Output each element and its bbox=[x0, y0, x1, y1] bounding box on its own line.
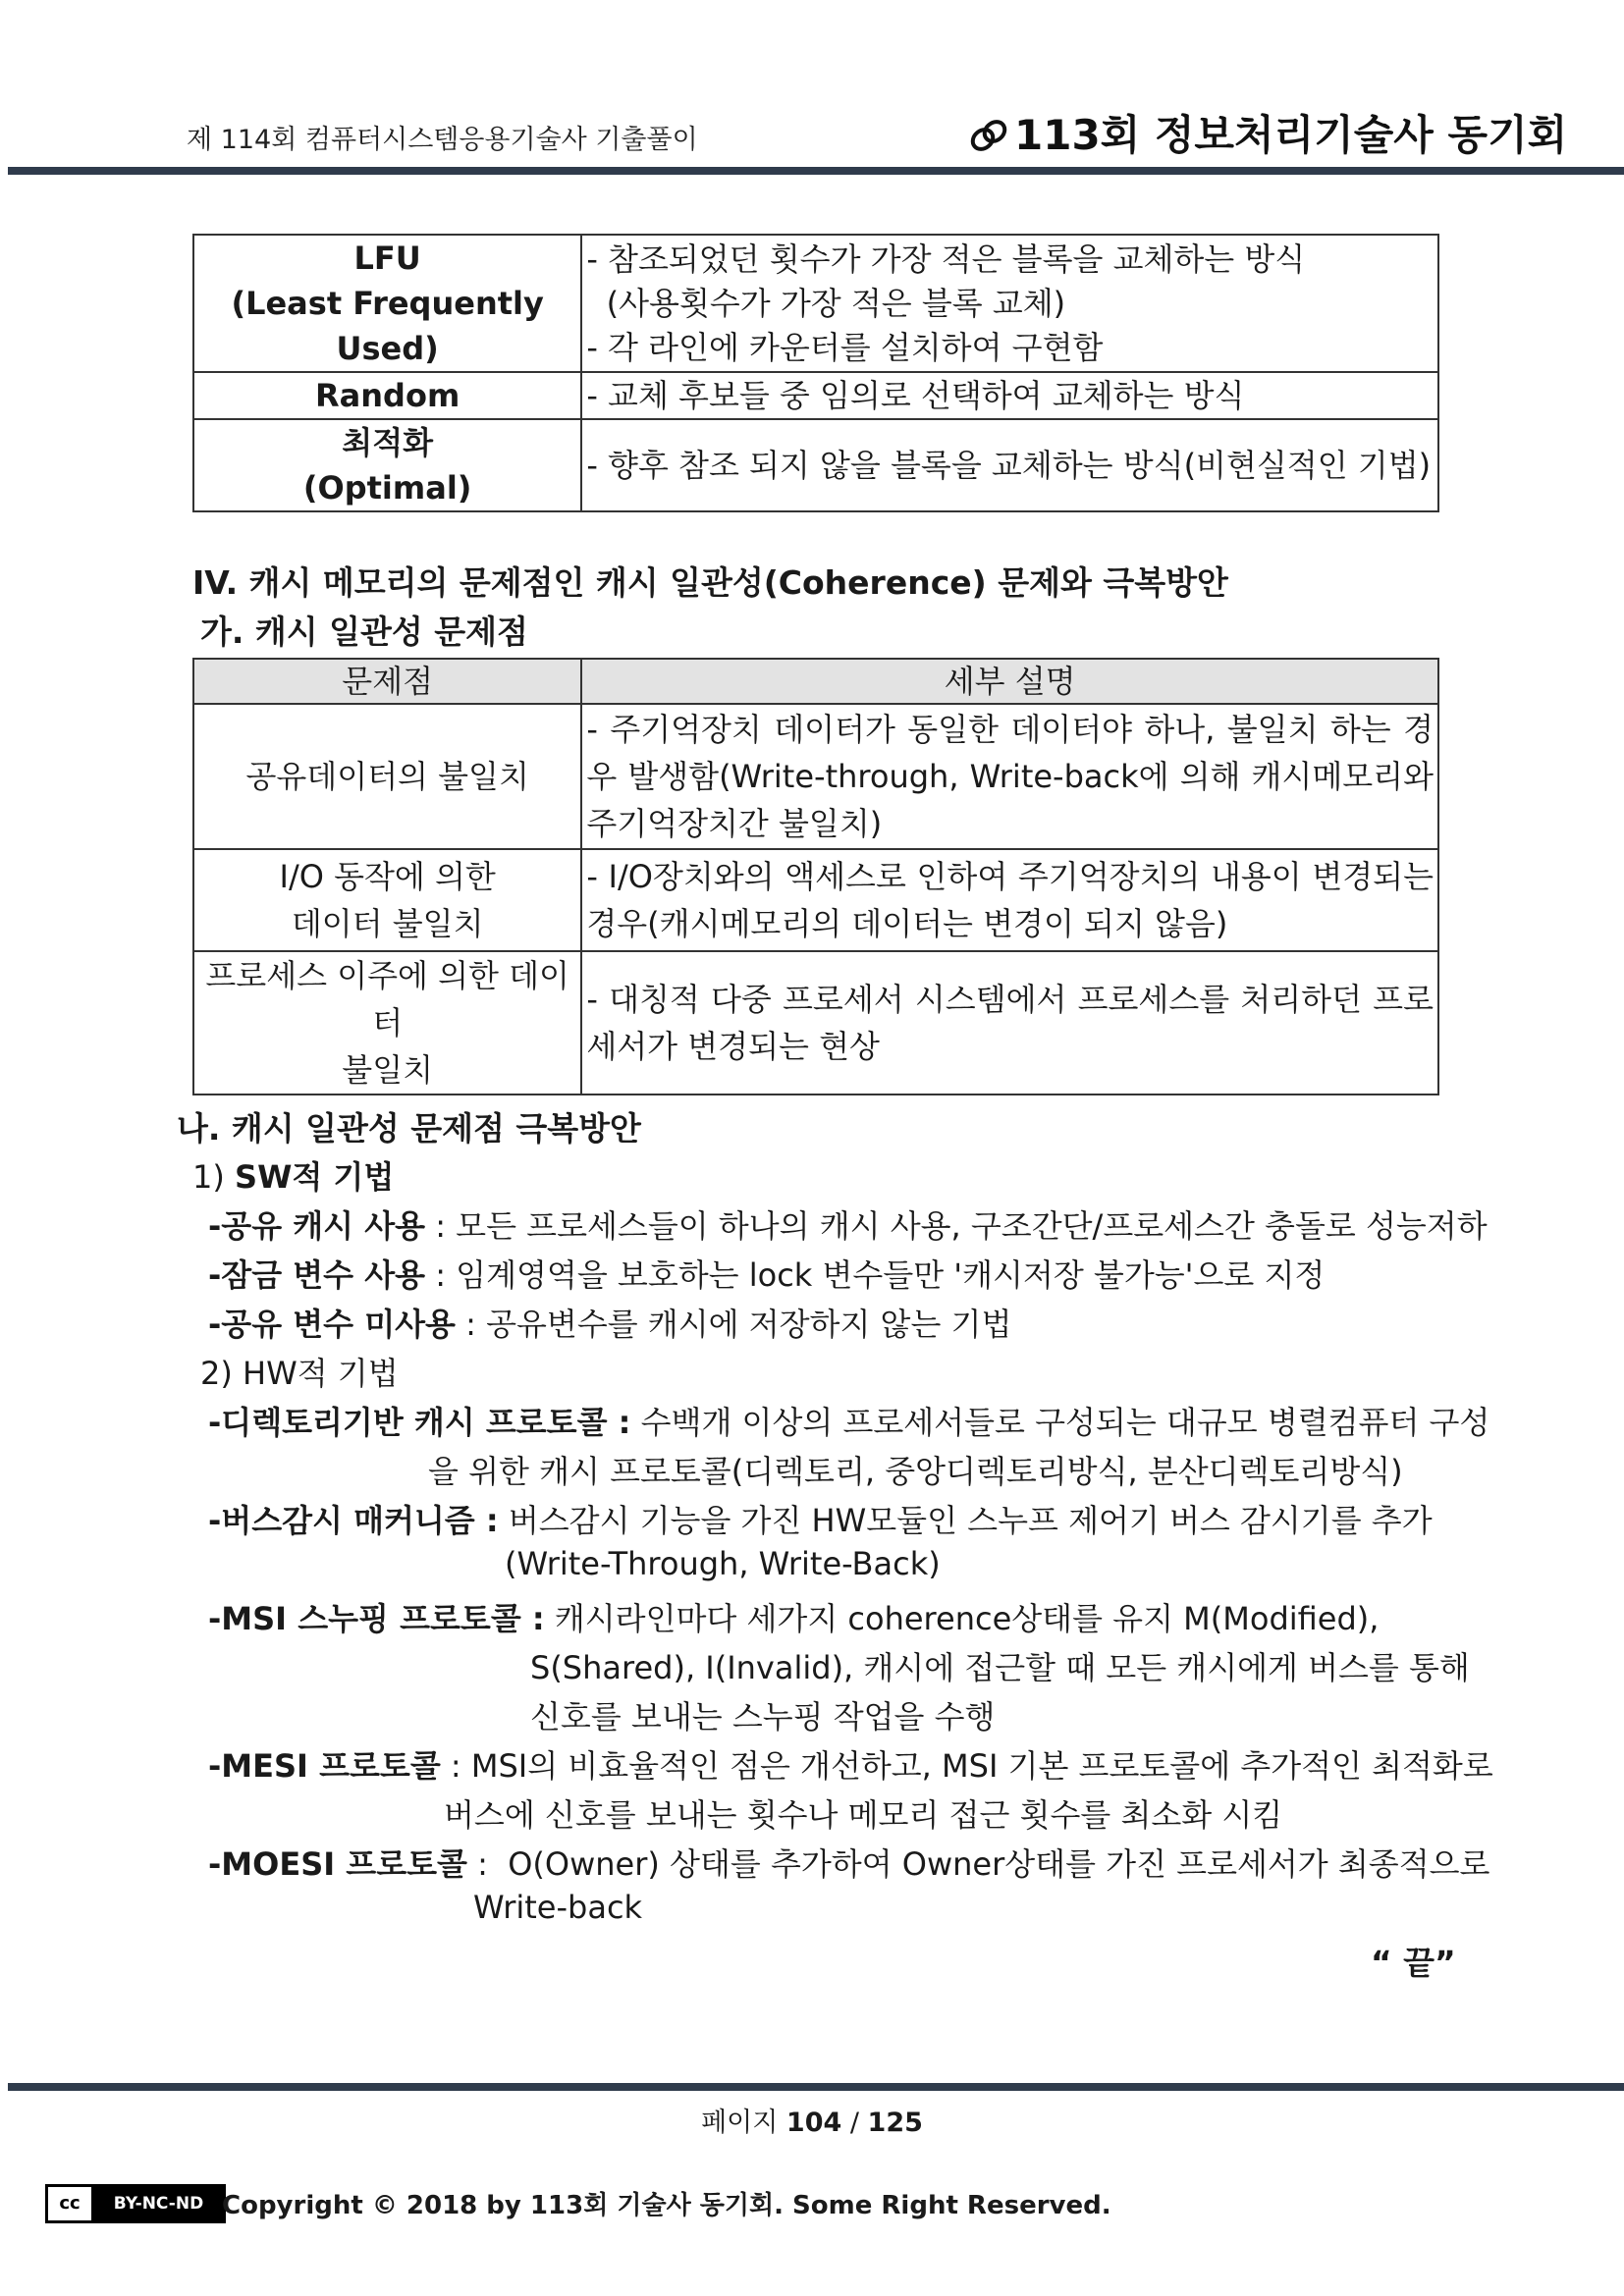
table-header-row bbox=[193, 659, 1438, 704]
row-desc: - 교체 후보들 중 임의로 선택하여 교체하는 방식 bbox=[581, 372, 1438, 419]
link-icon bbox=[967, 116, 1010, 155]
row-name: Random bbox=[193, 372, 581, 419]
row-name bbox=[193, 419, 581, 511]
problem-cell bbox=[193, 951, 581, 1095]
row-name-line: (Optimal) bbox=[302, 469, 472, 507]
subsection-title: 가. 캐시 일관성 문제점 bbox=[200, 613, 528, 651]
cc-license-badge bbox=[45, 2184, 226, 2223]
table-row bbox=[193, 419, 1438, 511]
end-mark: “ 끝” bbox=[1371, 1944, 1456, 1982]
footer-divider bbox=[8, 2083, 1624, 2091]
item-label: -공유 캐시 사용 bbox=[208, 1207, 426, 1245]
item-continuation: 신호를 보내는 스누핑 작업을 수행 bbox=[530, 1698, 996, 1735]
list-item bbox=[208, 1398, 1489, 1443]
item-label: -MESI 프로토콜 bbox=[208, 1747, 441, 1785]
section-title: IV. 캐시 메모리의 문제점인 캐시 일관성(Coherence) 문제와 극복방안 bbox=[192, 563, 1228, 602]
detail-cell: - 주기억장치 데이터가 동일한 데이터야 하나, 불일치 하는 경우 발생함(Write-through, Write-back에 의해 캐시메모리와 주기억장치간 불일치) bbox=[581, 704, 1438, 849]
list-item bbox=[208, 1594, 1379, 1639]
page-header bbox=[0, 0, 1624, 177]
item-label: -잠금 변수 사용 bbox=[208, 1256, 426, 1294]
license-type: BY-NC-ND bbox=[113, 2194, 204, 2214]
problem-cell: 공유데이터의 불일치 bbox=[193, 704, 581, 849]
page-number bbox=[0, 2101, 1624, 2139]
row-desc bbox=[581, 235, 1438, 372]
header-divider bbox=[8, 167, 1624, 175]
row-desc: - 향후 참조 되지 않을 블록을 교체하는 방식(비현실적인 기법) bbox=[581, 419, 1438, 511]
sw-method-title bbox=[192, 1152, 394, 1198]
page-separator: / bbox=[841, 2108, 868, 2138]
item-text: : MSI의 비효율적인 점은 개선하고, MSI 기본 프로토콜에 추가적인 최적화로 bbox=[440, 1747, 1493, 1785]
list-item bbox=[208, 1840, 1489, 1885]
item-text: 버스감시 기능을 가진 HW모듈인 스누프 제어기 버스 감시기를 추가 bbox=[498, 1502, 1433, 1539]
item-label: -MOESI 프로토콜 bbox=[208, 1845, 467, 1883]
item-continuation: Write-back bbox=[473, 1889, 643, 1926]
item-text: : 모든 프로세스들이 하나의 캐시 사용, 구조간단/프로세스간 충돌로 성능저하 bbox=[425, 1207, 1488, 1245]
problem-cell bbox=[193, 849, 581, 951]
replacement-table bbox=[192, 234, 1439, 512]
problem-line: I/O 동작에 의한 bbox=[279, 858, 496, 895]
problem-line: 불일치 bbox=[342, 1051, 434, 1089]
page-total: 125 bbox=[867, 2108, 923, 2138]
list-item bbox=[208, 1300, 1011, 1345]
item-continuation: S(Shared), I(Invalid), 캐시에 접근할 때 모든 캐시에게 버스를 통해 bbox=[530, 1649, 1470, 1686]
table-row bbox=[193, 372, 1438, 419]
item-label: -버스감시 매커니즘 : bbox=[208, 1502, 499, 1539]
table-row bbox=[193, 951, 1438, 1095]
group-title bbox=[967, 103, 1567, 162]
desc-line: - 참조되었던 횟수가 가장 적은 블록을 교체하는 방식 bbox=[586, 240, 1306, 278]
list-item bbox=[208, 1201, 1488, 1247]
subsection-title: 나. 캐시 일관성 문제점 극복방안 bbox=[177, 1109, 641, 1148]
cc-icon: cc bbox=[48, 2187, 94, 2220]
sw-title-text: SW적 기법 bbox=[235, 1158, 395, 1196]
table-row bbox=[193, 704, 1438, 849]
coherence-problem-table bbox=[192, 658, 1439, 1095]
sw-title-number: 1) bbox=[192, 1158, 236, 1196]
problem-line: 데이터 불일치 bbox=[291, 905, 484, 942]
desc-line: - 각 라인에 카운터를 설치하여 구현함 bbox=[586, 328, 1104, 366]
desc-line: (사용횟수가 가장 적은 블록 교체) bbox=[586, 284, 1066, 322]
page-current: 104 bbox=[785, 2108, 842, 2138]
item-label: -MSI 스누핑 프로토콜 : bbox=[208, 1600, 545, 1637]
list-item bbox=[208, 1251, 1325, 1296]
table-row bbox=[193, 849, 1438, 951]
column-header: 문제점 bbox=[193, 659, 581, 704]
copyright-text: Copyright © 2018 by 113회 기술사 동기회. Some Right Reserved. bbox=[222, 2191, 1111, 2220]
item-text: 캐시라인마다 세가지 coherence상태를 유지 M(Modified), bbox=[544, 1600, 1380, 1637]
detail-cell: - I/O장치와의 액세스로 인하여 주기억장치의 내용이 변경되는 경우(캐시메모리의 데이터는 변경이 되지 않음) bbox=[581, 849, 1438, 951]
exam-title: 제 114회 컴퓨터시스템응용기술사 기출풀이 bbox=[187, 125, 698, 155]
hw-method-title: 2) HW적 기법 bbox=[200, 1355, 399, 1392]
row-name-line: 최적화 bbox=[342, 424, 434, 461]
item-text: : 공유변수를 캐시에 저장하지 않는 기법 bbox=[455, 1306, 1012, 1343]
item-text: : O(Owner) 상태를 추가하여 Owner상태를 가진 프로세서가 최종적으로 bbox=[466, 1845, 1490, 1883]
page-label: 페이지 bbox=[701, 2108, 786, 2138]
row-name-line: LFU bbox=[353, 240, 421, 277]
item-text: 수백개 이상의 프로세서들로 구성되는 대규모 병렬컴퓨터 구성 bbox=[630, 1404, 1490, 1441]
group-title-text: 113회 정보처리기술사 동기회 bbox=[1014, 111, 1568, 159]
row-name-line: (Least Frequently Used) bbox=[231, 285, 544, 367]
table-row bbox=[193, 235, 1438, 372]
item-continuation: 버스에 신호를 보내는 횟수나 메모리 접근 횟수를 최소화 시킴 bbox=[444, 1796, 1283, 1834]
item-text: : 임계영역을 보호하는 lock 변수들만 '캐시저장 불가능'으로 지정 bbox=[425, 1256, 1326, 1294]
detail-cell: - 대칭적 다중 프로세서 시스템에서 프로세스를 처리하던 프로세서가 변경되는 현상 bbox=[581, 951, 1438, 1095]
list-item bbox=[208, 1496, 1433, 1541]
problem-line: 프로세스 이주에 의한 데이터 bbox=[205, 957, 569, 1041]
column-header: 세부 설명 bbox=[581, 659, 1438, 704]
item-continuation: (Write-Through, Write-Back) bbox=[505, 1545, 941, 1582]
item-label: -공유 변수 미사용 bbox=[208, 1306, 456, 1343]
item-label: -디렉토리기반 캐시 프로토콜 : bbox=[208, 1404, 631, 1441]
item-continuation: 을 위한 캐시 프로토콜(디렉토리, 중앙디렉토리방식, 분산디렉토리방식) bbox=[428, 1453, 1403, 1490]
row-name bbox=[193, 235, 581, 372]
list-item bbox=[208, 1741, 1493, 1787]
